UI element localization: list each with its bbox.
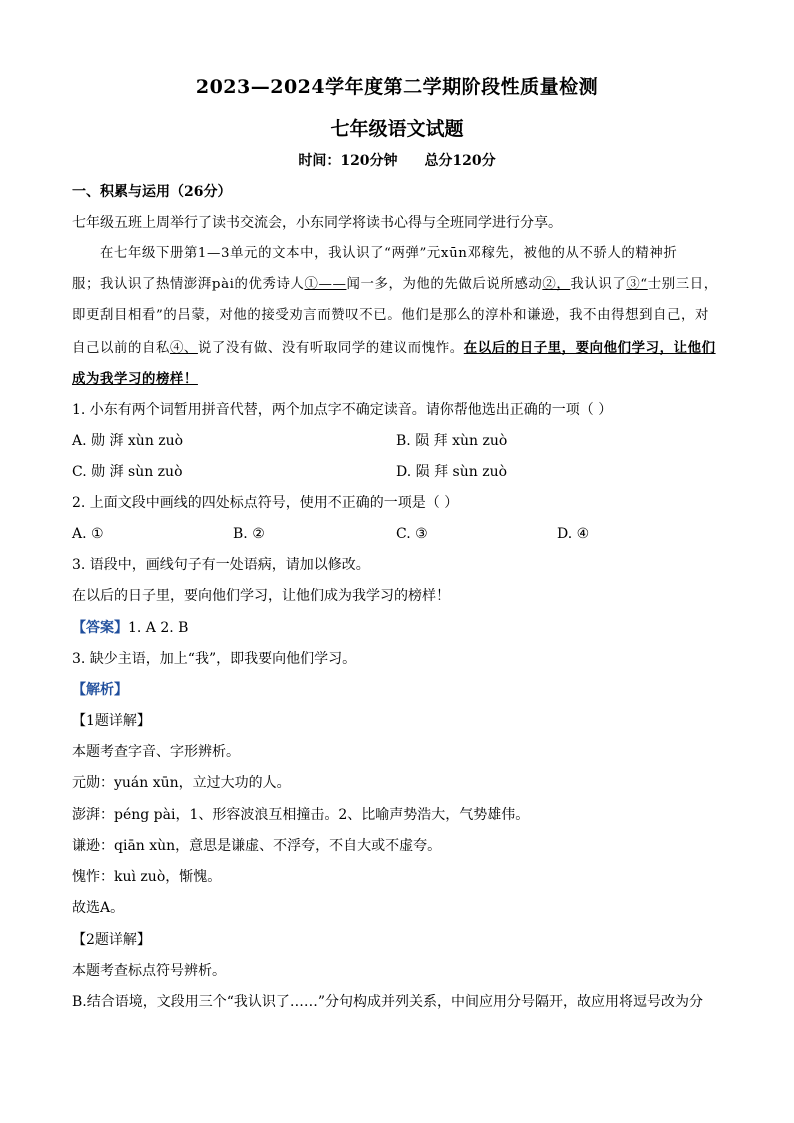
answer-line (72, 618, 188, 638)
passage-text: 我认识了 (570, 277, 627, 292)
exam-meta (0, 150, 794, 170)
answer-1-2: 1. A 2. B (128, 620, 189, 636)
question-3-sentence: 在以后的日子里，要向他们学习，让他们成为我学习的榜样！ (72, 588, 450, 604)
underlined-punct-1: ①—— (304, 277, 347, 292)
passage-text: 服；我认识了热情澎湃pài的优秀诗人 (72, 277, 305, 292)
answer-3: 3. 缺少主语，加上“我”，即我要向他们学习。 (72, 651, 357, 667)
passage-line-3: 即更刮目相看”的吕蒙，对他的接受劝言而赞叹不已。他们是那么的淳朴和谦逊，我不由得想到自己，对 (72, 308, 710, 323)
section-intro: 七年级五班上周举行了读书交流会，小东同学将读书心得与全班同学进行分享。 (72, 215, 562, 231)
q2-option-b: B. ② (233, 526, 265, 542)
answer-label: 【答案】 (72, 620, 128, 636)
exam-score: 总分120分 (424, 153, 496, 169)
passage-text: 自己以前的自私 (72, 341, 170, 356)
detail-1-line-5: 愧怍：kuì zuò，惭愧。 (72, 869, 222, 885)
analysis-label: 【解析】 (72, 682, 128, 698)
passage-line-2 (72, 275, 718, 295)
question-3-stem: 3. 语段中，画线句子有一处语病，请加以修改。 (72, 557, 370, 573)
passage-text: 说了没有做、没有听取同学的建议而愧怍。 (197, 341, 464, 356)
passage-line-5: 成为我学习的榜样！ (72, 371, 198, 387)
q2-option-c: C. ③ (396, 526, 428, 542)
detail-2-label: 【2题详解】 (72, 932, 151, 948)
detail-1-line-3: 澎湃：péng pài，1、形容波浪互相撞击。2、比喻声势浩大，气势雄伟。 (72, 807, 530, 823)
question-1-stem: 1. 小东有两个词暂用拼音代替，两个加点字不确定读音。请你帮他选出正确的一项（ ） (72, 402, 613, 418)
q2-option-a: A. ① (72, 526, 104, 542)
exam-time: 时间：120分钟 (298, 153, 398, 169)
q2-option-d: D. ④ (557, 526, 590, 542)
q1-option-b: B. 陨 拜 xùn zuò (396, 433, 508, 449)
detail-1-line-1: 本题考查字音、字形辨析。 (72, 744, 240, 760)
detail-2-line-2: B.结合语境，文段用三个“我认识了……”分句构成并列关系，中间应用分号隔开，故应用将逗号改为分 (72, 994, 704, 1010)
underlined-punct-2: ②， (542, 277, 571, 292)
passage-text: 闻一多，为他的先做后说所感动 (346, 277, 543, 292)
q1-option-c: C. 勋 湃 sùn zuò (72, 464, 183, 480)
passage-line-4 (72, 338, 716, 359)
q1-option-d: D. 陨 拜 sùn zuò (396, 464, 508, 480)
detail-1-line-4: 谦逊：qiān xùn，意思是谦虚、不浮夸，不自大或不虚夸。 (72, 838, 442, 854)
detail-1-line-6: 故选A。 (72, 900, 125, 916)
question-2-stem: 2. 上面文段中画线的四处标点符号，使用不正确的一项是（ ） (72, 495, 459, 511)
passage-text: 士别三日， (647, 277, 718, 292)
exam-title: 2023—2024学年度第二学期阶段性质量检测 (195, 76, 599, 98)
underlined-sentence: 在以后的日子里，要向他们学习，让他们 (463, 340, 716, 356)
detail-2-line-1: 本题考查标点符号辨析。 (72, 963, 226, 979)
exam-subtitle: 七年级语文试题 (330, 118, 464, 140)
underlined-punct-3: ③“ (626, 277, 648, 292)
passage-line-1: 在七年级下册第1—3单元的文本中，我认识了“两弹”元xūn邓稼先，被他的从不骄人的精神折 (100, 246, 678, 261)
underlined-punct-4: ④、 (169, 341, 198, 356)
detail-1-line-2: 元勋：yuán xūn，立过大功的人。 (72, 775, 291, 791)
q1-option-a: A. 勋 湃 xùn zuò (72, 433, 184, 449)
detail-1-label: 【1题详解】 (72, 713, 151, 729)
section-heading: 一、积累与运用（26分） (72, 184, 232, 200)
